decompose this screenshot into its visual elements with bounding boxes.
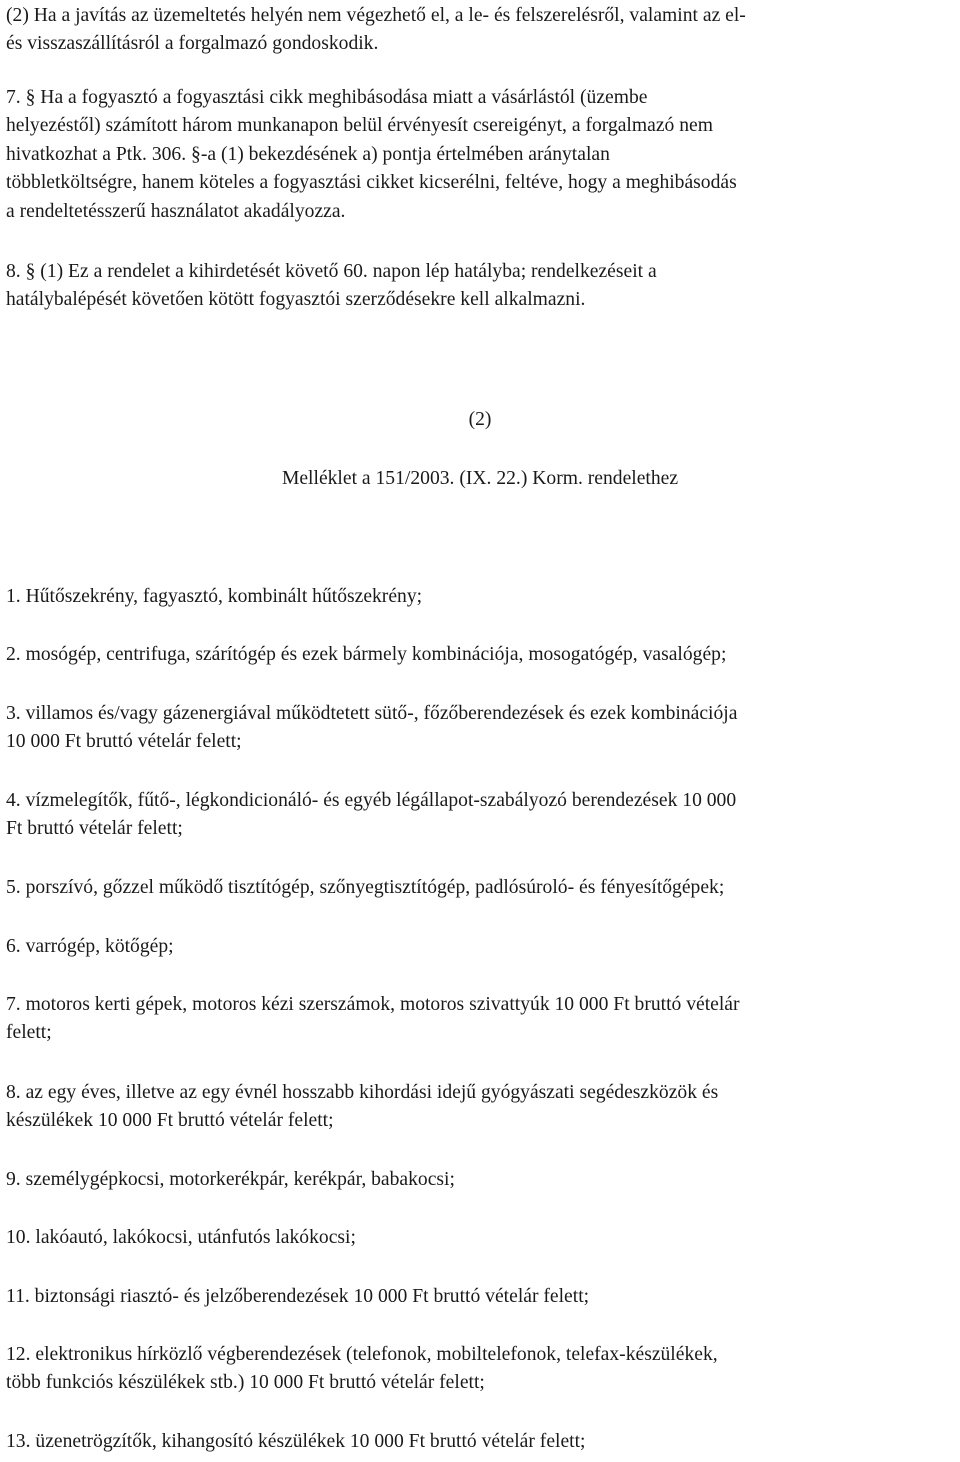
list-item	[6, 874, 724, 902]
text-line: 2. mosógép, centrifuga, szárítógép és ezek bármely kombinációja, mosogatógép, vasalógép;	[6, 644, 727, 665]
text-line: (2) Ha a javítás az üzemeltetés helyén nem végezhető el, a le- és felszerelésről, valamint az el-	[6, 5, 746, 26]
text-line: 9. személygépkocsi, motorkerékpár, kerékpár, babakocsi;	[6, 1169, 455, 1190]
text-line: 5. porszívó, gőzzel működő tisztítógép, szőnyegtisztítógép, padlósúroló- és fényesítőgépek;	[6, 877, 725, 898]
text-line: hatálybalépését követően kötött fogyasztói szerződésekre kell alkalmazni.	[6, 289, 586, 311]
text-line: 13. üzenetrögzítők, kihangosító készülékek 10 000 Ft bruttó vételár felett;	[6, 1431, 586, 1452]
list-item	[6, 933, 174, 961]
text-line: több funkciós készülékek stb.) 10 000 Ft bruttó vételár felett;	[6, 1372, 485, 1394]
list-item	[6, 1079, 718, 1136]
paragraph-section-7	[6, 84, 737, 226]
list-item	[6, 1224, 356, 1252]
text-line: és visszaszállításról a forgalmazó gondoskodik.	[6, 33, 379, 55]
annex-marker: (2)	[468, 409, 492, 430]
list-item	[6, 1341, 718, 1398]
text-line: 8. § (1) Ez a rendelet a kihirdetését követő 60. napon lép hatályba; rendelkezéseit a	[6, 261, 657, 282]
list-item	[6, 1283, 589, 1311]
text-line: 1. Hűtőszekrény, fagyasztó, kombinált hűtőszekrény;	[6, 586, 423, 607]
text-line: 7. motoros kerti gépek, motoros kézi szerszámok, motoros szivattyúk 10 000 Ft bruttó vételár	[6, 994, 740, 1015]
list-item	[6, 991, 740, 1048]
text-line: 11. biztonsági riasztó- és jelzőberendezések 10 000 Ft bruttó vételár felett;	[6, 1286, 590, 1307]
list-item	[6, 787, 736, 844]
text-line: 12. elektronikus hírközlő végberendezések (telefonok, mobiltelefonok, telefax-készülékek,	[6, 1344, 718, 1365]
list-item	[6, 1428, 586, 1456]
text-line: 8. az egy éves, illetve az egy évnél hosszabb kihordási idejű gyógyászati segédeszközök és	[6, 1082, 719, 1103]
text-line: 10 000 Ft bruttó vételár felett;	[6, 731, 242, 753]
text-line: többletköltségre, hanem köteles a fogyasztási cikket kicserélni, feltéve, hogy a meghibásodás	[6, 172, 737, 194]
text-line: 4. vízmelegítők, fűtő-, légkondicionáló- és egyéb légállapot-szabályozó berendezések 10 000	[6, 790, 737, 811]
text-line: 7. § Ha a fogyasztó a fogyasztási cikk meghibásodása miatt a vásárlástól (üzembe	[6, 87, 648, 108]
text-line: 6. varrógép, kötőgép;	[6, 936, 174, 957]
annex-title: Melléklet a 151/2003. (IX. 22.) Korm. rendelethez	[281, 468, 679, 489]
text-line: hivatkozhat a Ptk. 306. §-a (1) bekezdésének a) pontja értelmében aránytalan	[6, 143, 610, 165]
text-line: 10. lakóautó, lakókocsi, utánfutós lakókocsi;	[6, 1227, 356, 1248]
paragraph-repair-location	[6, 2, 746, 59]
text-line: felett;	[6, 1022, 52, 1044]
list-item	[6, 700, 737, 757]
paragraph-section-8	[6, 258, 657, 315]
list-item	[6, 583, 422, 611]
text-line: 3. villamos és/vagy gázenergiával működtetett sütő-, főzőberendezések és ezek kombinációja	[6, 703, 738, 724]
text-line: a rendeltetésszerű használatot akadályozza.	[6, 200, 346, 222]
text-line: készülékek 10 000 Ft bruttó vételár felett;	[6, 1110, 334, 1132]
text-line: helyezéstől) számított három munkanapon belül érvényesít csereigényt, a forgalmazó nem	[6, 115, 713, 137]
list-item	[6, 1166, 455, 1194]
text-line: Ft bruttó vételár felett;	[6, 818, 183, 840]
list-item	[6, 641, 726, 669]
